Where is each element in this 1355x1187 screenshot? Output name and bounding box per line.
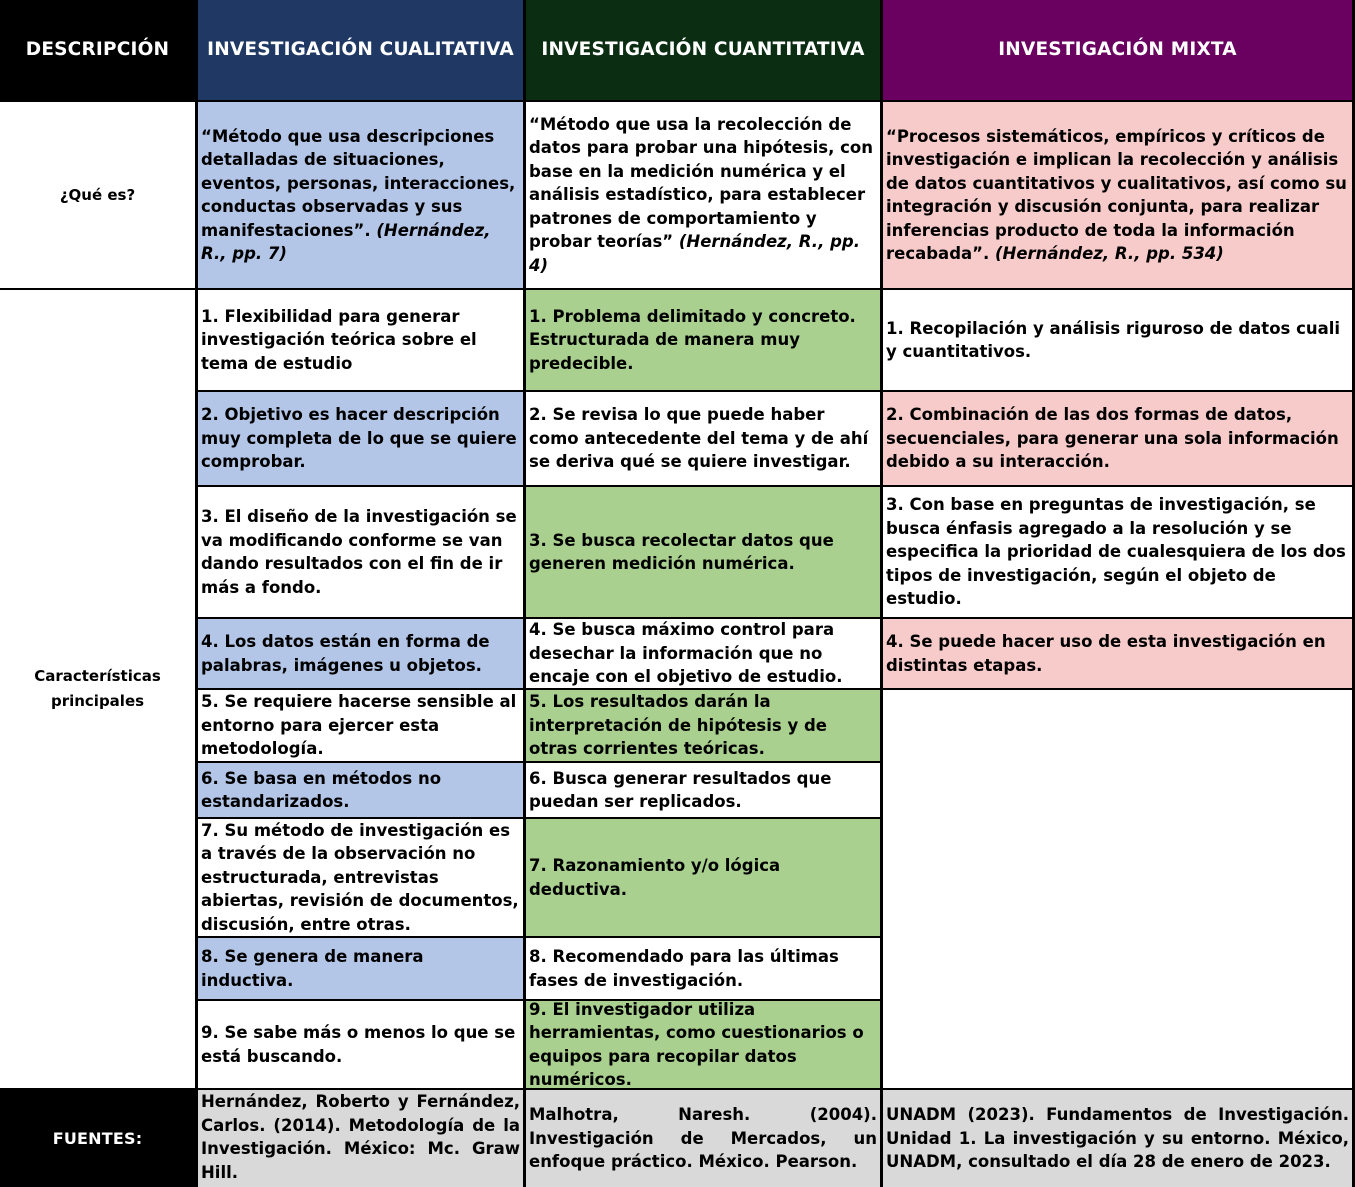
cell-text: 8. Se genera de manera inductiva. xyxy=(201,947,424,990)
cell-text: 1. Problema delimitado y concreto. Estructurada de manera muy predecible. xyxy=(529,306,856,373)
cell-text: 6. Busca generar resultados que puedan ser replicados. xyxy=(529,768,832,811)
cell-text: 4. Se busca máximo control para desechar la información que no encaje con el objetivo de estudio. xyxy=(529,620,843,687)
cualitativa-item-7 xyxy=(198,819,523,936)
cell-text: 9. Se sabe más o menos lo que se está buscando. xyxy=(201,1023,516,1066)
cuantitativa-item-7 xyxy=(526,819,880,936)
cuantitativa-item-9 xyxy=(526,1001,880,1088)
que-es-cuantitativa-text: “Método que usa la recolección de datos para probar una hipótesis, con base en la medición numérica y el análisis estadístico, para establecer patrones de comportamiento y probar teorías” xyxy=(529,114,873,252)
que-es-mixta-text: “Procesos sistemáticos, empíricos y críticos de investigación e implican la recolección y análisis de datos cuantitativos y cualitativos, así como su integración y discusión conjunta, para realizar inferencias producto de toda la información recabada”. xyxy=(886,126,1347,263)
que-es-cuantitativa-cite: (Hernández, R., pp. 4) xyxy=(529,232,860,275)
cell-text: 7. Su método de investigación es a través de la observación no estructurada, entrevistas abiertas, revisión de documentos, discusión, entre otras. xyxy=(201,820,519,934)
cualitativa-item-9 xyxy=(198,1001,523,1088)
cualitativa-item-2 xyxy=(198,392,523,485)
cell-text: 3. Se busca recolectar datos que generen medición numérica. xyxy=(529,530,834,573)
cell-text: 1. Recopilación y análisis riguroso de datos cuali y cuantitativos. xyxy=(886,318,1341,361)
cell-text: 6. Se basa en métodos no estandarizados. xyxy=(201,768,442,811)
que-es-cualitativa-text: “Método que usa descripciones detalladas de situaciones, eventos, personas, interacciones, conductas observadas y sus manifestaciones”. xyxy=(201,126,516,240)
mixta-item-4 xyxy=(883,619,1352,688)
cell-text: Malhotra, Naresh. (2004). Investigación de Mercados, un enfoque práctico. México. Pearson. xyxy=(529,1105,877,1172)
que-es-mixta-cite: (Hernández, R., pp. 534) xyxy=(995,244,1224,263)
cuantitativa-item-5 xyxy=(526,690,880,761)
cell-text: Hernández, Roberto y Fernández, Carlos. (2014). Metodología de la Investigación. México: Mc. Graw Hill. xyxy=(201,1092,520,1182)
cell-text: 8. Recomendado para las últimas fases de investigación. xyxy=(529,947,839,990)
header-cualitativa: INVESTIGACIÓN CUALITATIVA xyxy=(198,0,523,100)
fuentes-mixta xyxy=(883,1090,1352,1187)
cell-text: 1. Flexibilidad para generar investigación teórica sobre el tema de estudio xyxy=(201,306,477,373)
header-descripcion: DESCRIPCIÓN xyxy=(0,0,195,100)
mixta-item-3 xyxy=(883,487,1352,617)
mixta-item-2 xyxy=(883,392,1352,485)
cell-text: 4. Los datos están en forma de palabras, imágenes u objetos. xyxy=(201,632,490,675)
cell-text: 7. Razonamiento y/o lógica deductiva. xyxy=(529,856,781,899)
header-mixta: INVESTIGACIÓN MIXTA xyxy=(883,0,1352,100)
fuentes-cualitativa xyxy=(198,1090,523,1187)
cuantitativa-item-2 xyxy=(526,392,880,485)
que-es-cualitativa-cite: (Hernández, R., pp. 7) xyxy=(201,220,491,263)
fuentes-cuantitativa xyxy=(526,1090,880,1187)
cell-text: UNADM (2023). Fundamentos de Investigación. Unidad 1. La investigación y su entorno. México, UNADM, consultado el día 28 de enero de 2023. xyxy=(886,1105,1349,1172)
mixta-item-1 xyxy=(883,290,1352,390)
cuantitativa-item-8 xyxy=(526,938,880,999)
cell-text: 2. Se revisa lo que puede haber como antecedente del tema y de ahí se deriva qué se quiere investigar. xyxy=(529,405,869,472)
cuantitativa-item-6 xyxy=(526,763,880,817)
cell-text: 5. Los resultados darán la interpretación de hipótesis y de otras corrientes teóricas. xyxy=(529,692,827,759)
cell-text: 3. El diseño de la investigación se va modificando conforme se van dando resultados con el fin de ir más a fondo. xyxy=(201,507,517,597)
cuantitativa-item-4 xyxy=(526,619,880,688)
header-cuantitativa: INVESTIGACIÓN CUANTITATIVA xyxy=(526,0,880,100)
que-es-label: ¿Qué es? xyxy=(0,102,195,288)
cualitativa-item-6 xyxy=(198,763,523,817)
cualitativa-item-5 xyxy=(198,690,523,761)
cuantitativa-item-3 xyxy=(526,487,880,617)
cell-text: 2. Combinación de las dos formas de datos, secuenciales, para generar una sola información debido a su interacción. xyxy=(886,405,1339,472)
que-es-cuantitativa xyxy=(526,102,880,288)
cuantitativa-item-1 xyxy=(526,290,880,390)
cualitativa-item-1 xyxy=(198,290,523,390)
cell-text: 9. El investigador utiliza herramientas, como cuestionarios o equipos para recopilar datos numéricos. xyxy=(529,1001,864,1088)
que-es-mixta xyxy=(883,102,1352,288)
caracteristicas-label: Características principales xyxy=(0,290,195,1088)
que-es-cualitativa xyxy=(198,102,523,288)
cell-text: 4. Se puede hacer uso de esta investigación en distintas etapas. xyxy=(886,632,1326,675)
cell-text: 5. Se requiere hacerse sensible al entorno para ejercer esta metodología. xyxy=(201,692,517,759)
cualitativa-item-3 xyxy=(198,487,523,617)
cualitativa-item-8 xyxy=(198,938,523,999)
cualitativa-item-4 xyxy=(198,619,523,688)
mixta-empty-cell xyxy=(883,690,1352,1088)
cell-text: 2. Objetivo es hacer descripción muy completa de lo que se quiere comprobar. xyxy=(201,405,517,472)
fuentes-label: FUENTES: xyxy=(0,1090,195,1187)
cell-text: 3. Con base en preguntas de investigación, se busca énfasis agregado a la resolución y se especifica la prioridad de cualesquiera de los dos tipos de investigación, según el objeto de estudio. xyxy=(886,495,1346,609)
